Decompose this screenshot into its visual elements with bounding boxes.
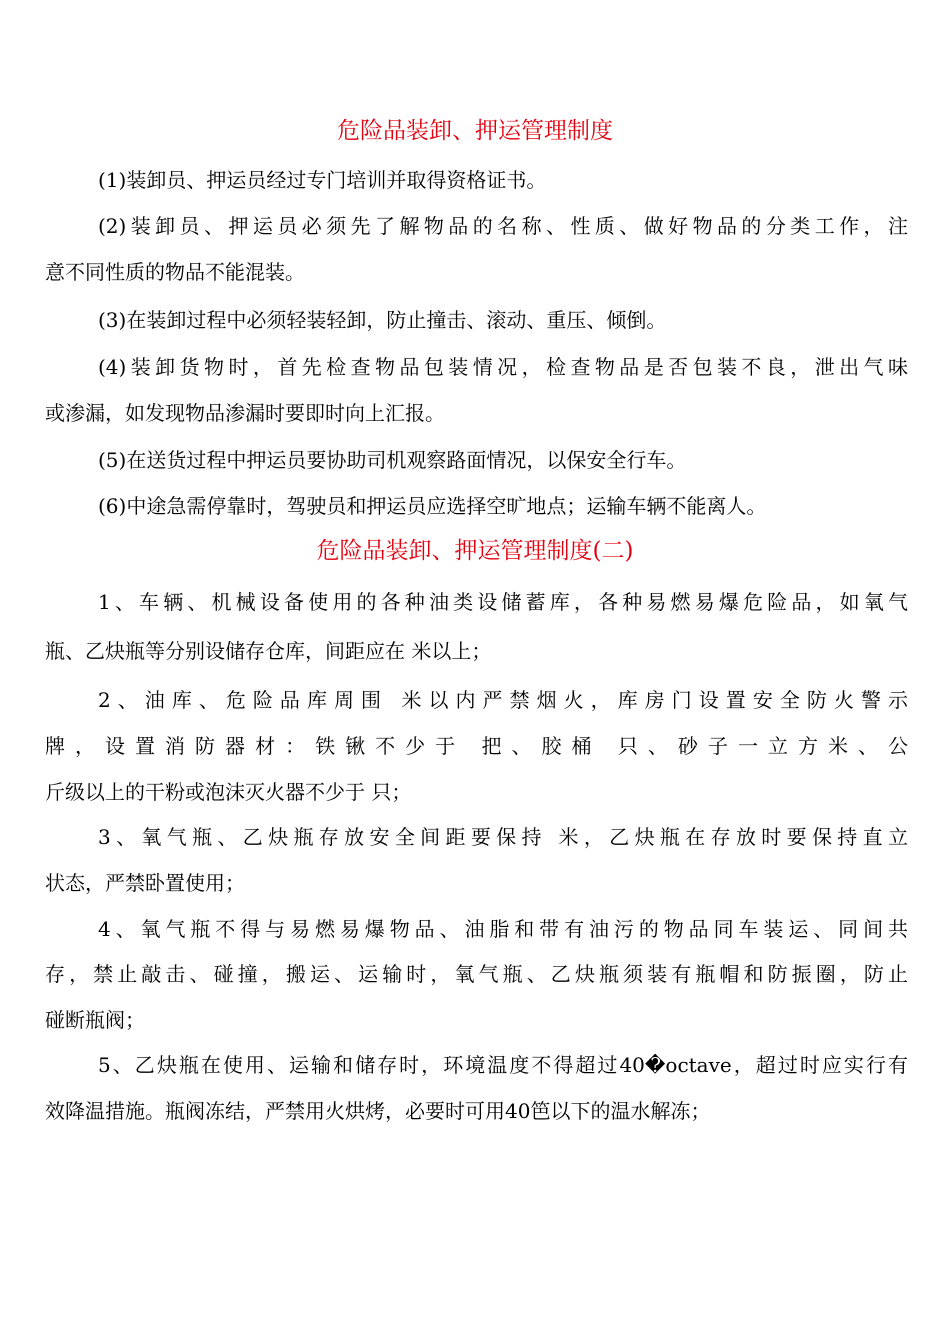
section2-item-4-line-3: 碰断瓶阀； xyxy=(45,1008,145,1032)
section1-item-4-line-2: 或渗漏，如发现物品渗漏时要即时向上汇报。 xyxy=(45,401,445,425)
section1-item-3: (3)在装卸过程中必须轻装轻卸，防止撞击、滚动、重压、倾倒。 xyxy=(98,308,667,332)
section2-item-1-line-2: 瓶、乙炔瓶等分别设储存仓库，间距应在 米以上； xyxy=(45,639,492,663)
section2-item-2-line-3: 斤级以上的干粉或泡沫灭火器不少于 只； xyxy=(45,780,412,804)
section1-item-4-line-1: (4)装卸货物时，首先检查物品包装情况，检查物品是否包装不良，泄出气味 xyxy=(98,355,908,379)
section2-item-3-line-1: 3、氧气瓶、乙炔瓶存放安全间距要保持 米，乙炔瓶在存放时要保持直立 xyxy=(98,825,908,849)
section2-item-3-line-2: 状态，严禁卧置使用； xyxy=(45,871,245,895)
section1-item-2-line-1: (2)装卸员、押运员必须先了解物品的名称、性质、做好物品的分类工作，注 xyxy=(98,214,908,238)
section2-item-2-line-1: 2、油库、危险品库周围 米以内严禁烟火，库房门设置安全防火警示 xyxy=(98,688,908,712)
section1-item-1: (1)装卸员、押运员经过专门培训并取得资格证书。 xyxy=(98,168,547,192)
section2-item-5-line-2: 效降温措施。瓶阀冻结，严禁用火烘烤，必要时可用40笆以下的温水解冻； xyxy=(45,1099,711,1123)
section2-item-4-line-1: 4、氧气瓶不得与易燃易爆物品、油脂和带有油污的物品同车装运、同间共 xyxy=(98,917,908,941)
section2-title: 危险品装卸、押运管理制度(二) xyxy=(316,538,634,564)
section2-item-5-line-1: 5、乙炔瓶在使用、运输和储存时，环境温度不得超过40�octave，超过时应实行有 xyxy=(98,1053,908,1077)
section2-item-4-line-2: 存，禁止敲击、碰撞，搬运、运输时，氧气瓶、乙炔瓶须装有瓶帽和防振圈，防止 xyxy=(45,962,908,986)
section2-item-2-line-2: 牌，设置消防器材：铁锹不少于 把、胶桶 只、砂子一立方米、公 xyxy=(45,734,908,758)
section1-item-5: (5)在送货过程中押运员要协助司机观察路面情况，以保安全行车。 xyxy=(98,448,687,472)
section1-title: 危险品装卸、押运管理制度 xyxy=(337,118,613,144)
section2-item-1-line-1: 1、车辆、机械设备使用的各种油类设储蓄库，各种易燃易爆危险品，如氧气 xyxy=(98,590,908,614)
section1-item-2-line-2: 意不同性质的物品不能混装。 xyxy=(45,260,305,284)
section1-item-6: (6)中途急需停靠时，驾驶员和押运员应选择空旷地点；运输车辆不能离人。 xyxy=(98,494,767,518)
